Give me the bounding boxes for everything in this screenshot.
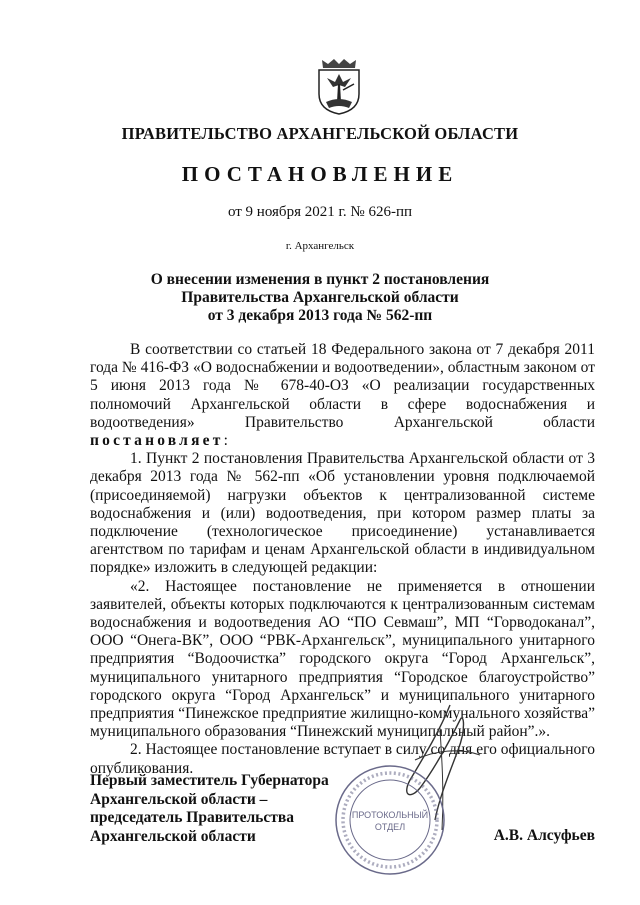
signer-name: А.В. Алсуфьев	[493, 827, 595, 844]
subject-line: О внесении изменения в пункт 2 постановления	[150, 271, 490, 288]
signer-position-line: Архангельской области	[90, 827, 256, 845]
preamble-paragraph	[90, 341, 595, 450]
signer-position-line: Первый заместитель Губернатора	[90, 772, 329, 789]
document-body	[90, 341, 595, 778]
seal-stamp	[320, 760, 460, 880]
preamble-text: В соответствии со статьей 18 Федерального закона от 7 декабря 2011 года № 416-ФЗ «О водоснабжении и водоотведении», областным законом от 5 июня 2013 года № 678-40-ОЗ «О реализации государственных полномочий Архангельской области в сфере водоснабжения и водоотведения» Правительство Архангельской области	[90, 341, 595, 431]
organization-title: ПРАВИТЕЛЬСТВО АРХАНГЕЛЬСКОЙ ОБЛАСТИ	[121, 124, 519, 143]
stamp-text-line2: ОТДЕЛ	[374, 822, 406, 832]
subject-line: Правительства Архангельской области	[181, 289, 459, 306]
item-1-paragraph: 1. Пункт 2 постановления Правительства Архангельской области от 3 декабря 2013 года № 562-пп «Об установлении уровня подключаемой (присоединяемой) нагрузки объектов к централизованной системе водоснабжения и (или) водоотведения, при котором размер платы за подключение (технологическое присоединение) устанавливается агентством по тарифам и ценам Архангельской области в индивидуальном порядке» изложить в следующей редакции:	[90, 450, 595, 577]
signer-position-line: председатель Правительства	[90, 809, 294, 826]
city-label: г. Архангельск	[285, 240, 355, 252]
coat-of-arms-icon	[314, 56, 364, 116]
signer-position-line: Архангельской области –	[90, 790, 268, 808]
decides-word: постановляет	[90, 432, 224, 450]
decides-colon: :	[223, 432, 228, 450]
subject-line: от 3 декабря 2013 года № 562-пп	[207, 307, 433, 324]
item-1-quote-paragraph: «2. Настоящее постановление не применяется в отношении заявителей, объекты которых подключаются к централизованным системам водоснабжения и водоотведения АО “ПО Севмаш”, МП “Горводоканал”, ООО “Онега-ВК”, ООО “РВК-Архангельск”, муниципального унитарного предприятия “Водоочистка” городского округа “Город Архангельск”, муниципального унитарного предприятия “Городское благоустройство” городского округа “Город Архангельск” и муниципального унитарного предприятия “Пинежское предприятие жилищно-коммунального хозяйства” муниципального образования “Пинежский муниципальный район”.».	[90, 577, 595, 741]
item-2-paragraph: 2. Настоящее постановление вступает в силу со дня его официального опубликования.	[90, 741, 595, 777]
document-type-title: ПОСТАНОВЛЕНИЕ	[181, 162, 459, 186]
date-and-number: от 9 ноября 2021 г. № 626-пп	[227, 204, 413, 220]
signer-position	[90, 772, 329, 846]
document-subject	[0, 271, 640, 325]
stamp-text-line1: ПРОТОКОЛЬНЫЙ	[351, 810, 429, 820]
